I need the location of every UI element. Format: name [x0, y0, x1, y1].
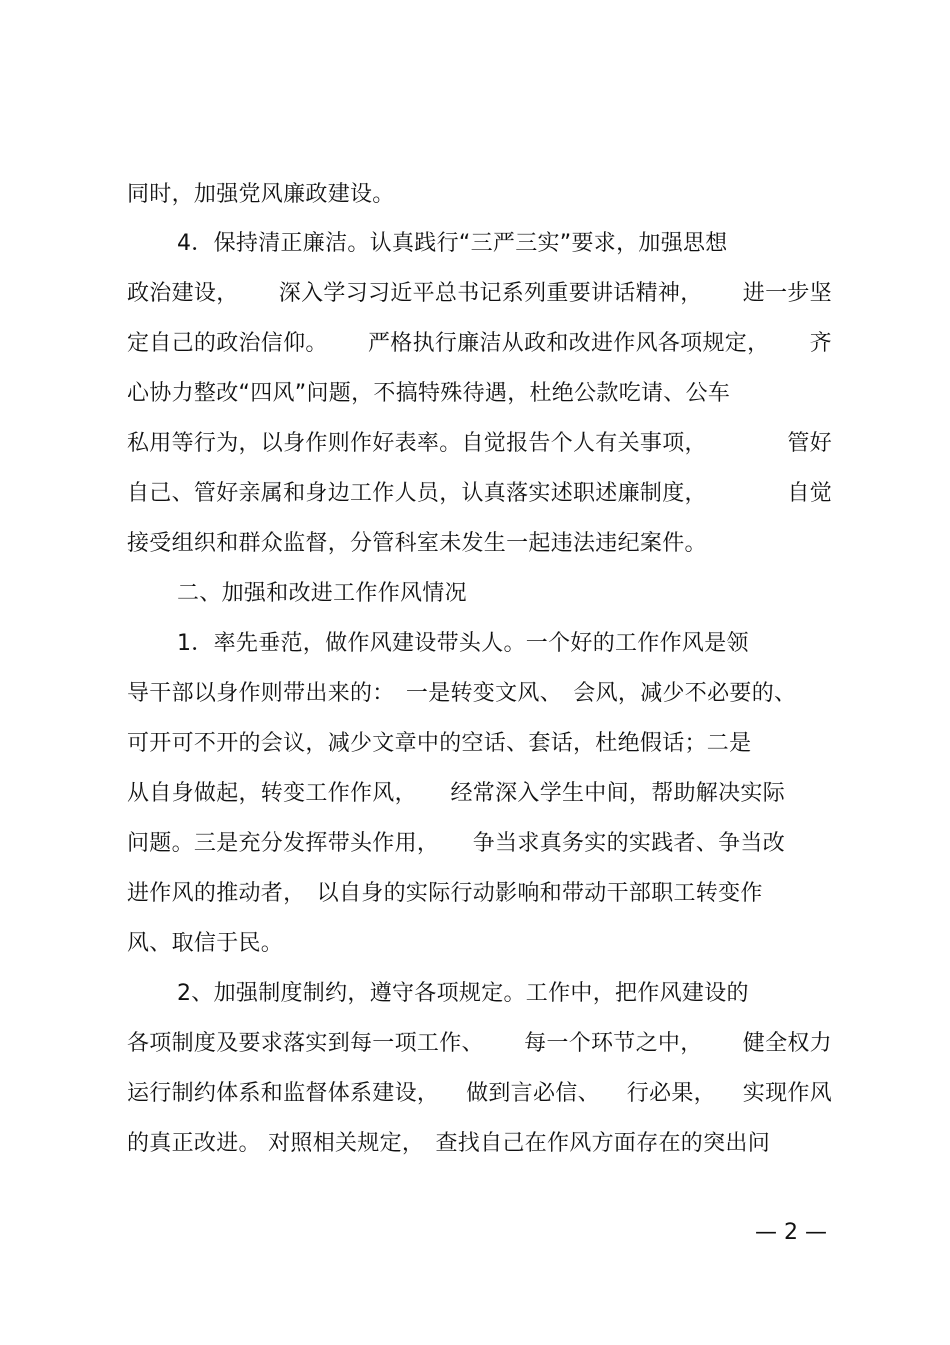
text-segment: 定自己的政治信仰。: [127, 331, 328, 356]
text-line-8: 接受组织和群众监督，分管科室未发生一起违法违纪案件。: [127, 531, 707, 556]
text-line-1: 同时，加强党风廉政建设。: [127, 182, 395, 207]
text-segment: 自觉: [787, 481, 832, 506]
text-line-12: 可开可不开的会议，减少文章中的空话、套话，杜绝假话；二是: [127, 731, 752, 756]
text-line-14: 问题。三是充分发挥带头作用， 争当求真务实的实践者、争当改: [127, 831, 786, 856]
text-segment: 管好: [787, 431, 832, 456]
text-line-15: 进作风的推动者， 以自身的实际行动影响和带动干部职工转变作: [127, 881, 763, 906]
section-heading: 二、加强和改进工作作风情况: [177, 581, 467, 606]
text-line-18: [127, 1024, 832, 1064]
text-line-2: 4．保持清正廉洁。认真践行“三严三实”要求，加强思想: [177, 231, 728, 256]
text-segment: 政治建设，: [127, 281, 239, 306]
text-segment: 运行制约体系和监督体系建设，: [127, 1081, 440, 1106]
text-line-3: [127, 274, 832, 314]
text-line-10: 1．率先垂范，做作风建设带头人。一个好的工作作风是领: [177, 631, 749, 656]
text-segment: 进一步坚: [742, 281, 832, 306]
text-line-6: [127, 424, 832, 464]
text-line-19: [127, 1074, 832, 1114]
text-segment: 深入学习习近平总书记系列重要讲话精神，: [278, 281, 703, 306]
text-line-5: 心协力整改“四风”问题，不搞特殊待遇，杜绝公款吃请、公车: [127, 381, 731, 406]
text-line-11: 导干部以身作则带出来的： 一是转变文风、 会风，减少不必要的、: [127, 681, 797, 706]
page-number: — 2 —: [755, 1220, 827, 1245]
text-segment: 私用等行为，以身作则作好表率。自觉报告个人有关事项，: [127, 431, 707, 456]
text-segment: 实现作风: [742, 1081, 832, 1106]
text-segment: 做到言必信、: [466, 1081, 600, 1106]
text-line-7: [127, 474, 832, 514]
text-segment: 每一个环节之中，: [524, 1031, 703, 1056]
text-line-16: 风、取信于民。: [127, 931, 284, 956]
text-segment: 严格执行廉洁从政和改进作风各项规定，: [367, 331, 770, 356]
text-segment: 齐: [809, 331, 832, 356]
text-line-20: 的真正改进。 对照相关规定， 查找自己在作风方面存在的突出问: [127, 1131, 770, 1156]
text-segment: 健全权力: [742, 1031, 832, 1056]
text-segment: 自己、管好亲属和身边工作人员，认真落实述职述廉制度，: [127, 481, 707, 506]
text-line-17: 2、加强制度制约，遵守各项规定。工作中，把作风建设的: [177, 981, 749, 1006]
text-segment: 各项制度及要求落实到每一项工作、: [127, 1031, 484, 1056]
text-line-4: [127, 324, 832, 364]
text-segment: 行必果，: [626, 1081, 716, 1106]
text-line-13: 从自身做起，转变工作作风， 经常深入学生中间，帮助解决实际: [127, 781, 786, 806]
